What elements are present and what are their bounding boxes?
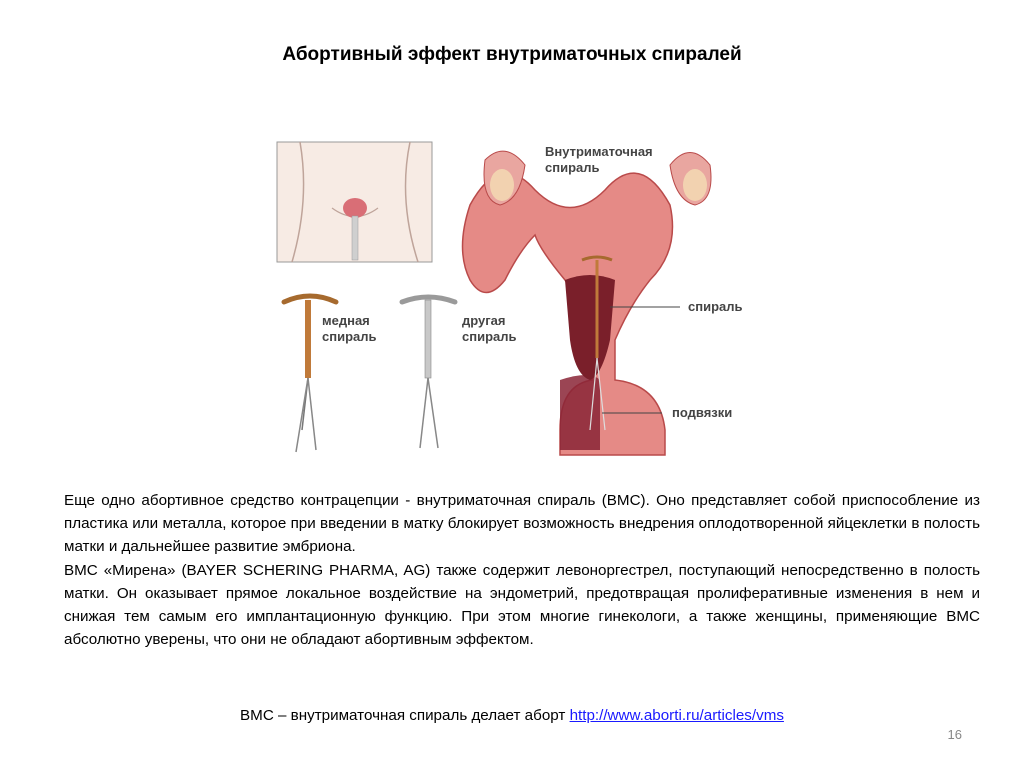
svg-text:спираль [688, 299, 743, 314]
paragraph-2: ВМС «Мирена» (BAYER SCHERING PHARMA, AG) также содержит левоноргестрел, поступающий непосредственно в полость матки. Он оказывает прямое локальное воздействие на эндометрий, предотвращая пролиферативные изменения в нем и снижая тем самым его имплантационную функцию. При этом многие гинекологи, а также женщины, применяющие ВМС абсолютно уверены, что они не обладают абортивным эффектом. [64, 561, 980, 649]
svg-text:Внутриматочная [545, 144, 653, 159]
body-silhouette-inset [277, 142, 432, 262]
iud-illustration [270, 130, 750, 470]
iud-header-line1: Внутриматочная [545, 144, 653, 159]
paragraph-1: Еще одно абортивное средство контрацепции - внутриматочная спираль (ВМС). Оно представляет собой приспособление из пластика или металла, которое при введении в матку блокирует возможность внедрения оплодотворенной яйцеклетки в полость матки и дальнейшее развитие эмбриона. [64, 492, 980, 556]
slide-title: Абортивный эффект внутриматочных спиралей [282, 44, 742, 65]
copper-label-line2: спираль [322, 329, 377, 344]
svg-text:спираль [545, 160, 600, 175]
svg-text:спираль [322, 329, 377, 344]
source-link[interactable]: http://www.aborti.ru/articles/vms [569, 707, 784, 724]
page-number: 16 [947, 727, 962, 742]
other-iud [402, 297, 455, 448]
svg-text:другая [462, 313, 505, 328]
svg-text:подвязки [672, 405, 732, 420]
strings-label: подвязки [672, 405, 733, 420]
other-label-line1: другая [462, 313, 506, 328]
copper-label-line1: медная [322, 313, 370, 328]
spiral-label: спираль [688, 299, 743, 314]
iud-header-line2: спираль [545, 160, 600, 175]
other-label-line2: спираль [462, 329, 517, 344]
source-line [0, 707, 1024, 724]
svg-text:медная [322, 313, 370, 328]
source-text: ВМС – внутриматочная спираль делает аборт [240, 707, 570, 724]
main-text [64, 489, 980, 651]
svg-text:спираль [462, 329, 517, 344]
